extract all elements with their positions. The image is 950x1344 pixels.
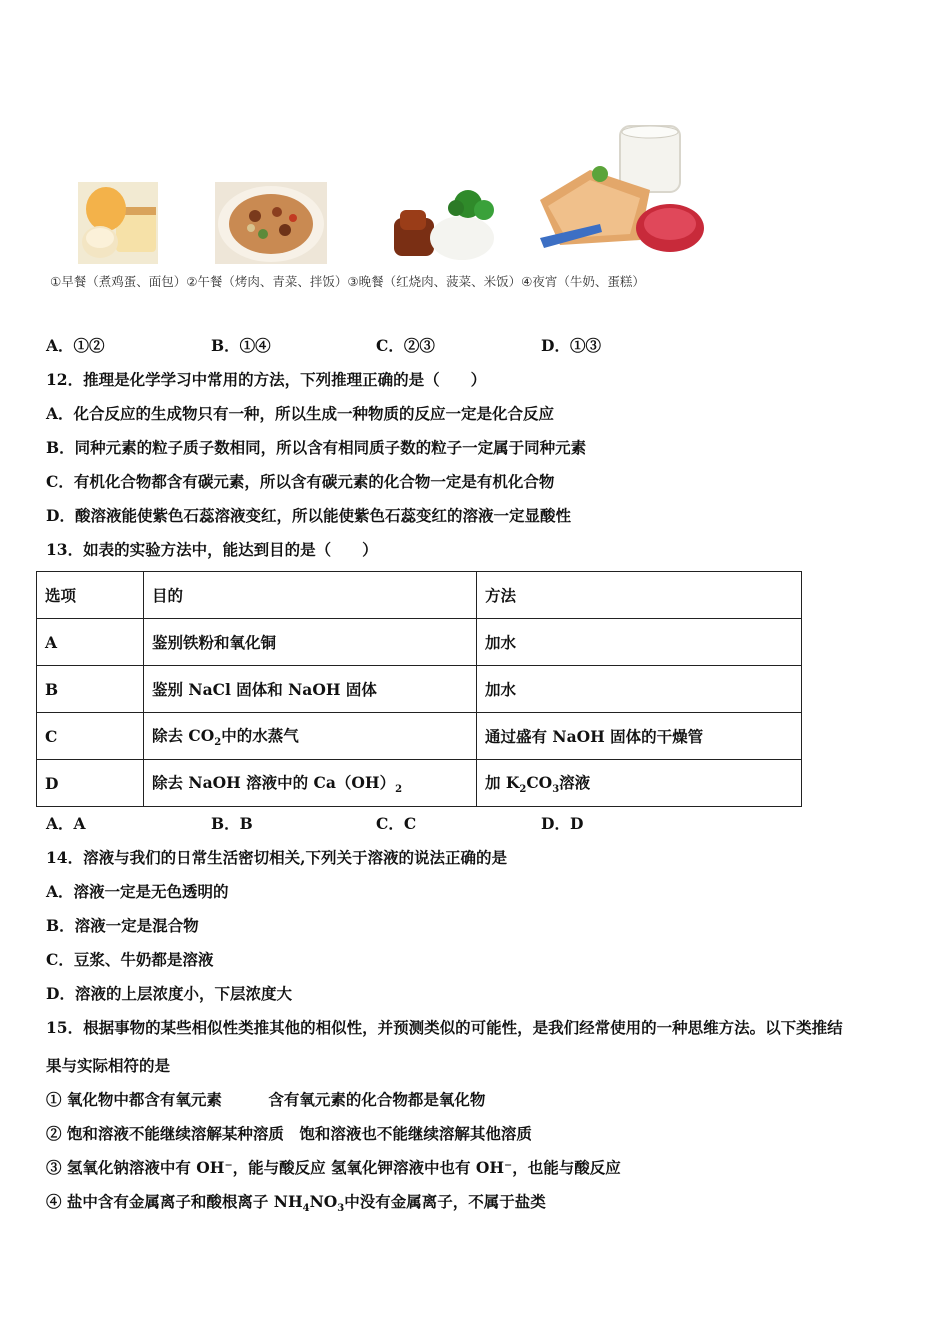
figure-caption: ①早餐（煮鸡蛋、面包）②午餐（烤肉、青菜、拌饭）③晚餐（红烧肉、菠菜、米饭）④夜宵（牛奶、蛋糕）	[50, 274, 645, 289]
option-cell: B	[37, 666, 144, 713]
subscript: 3	[337, 1203, 345, 1215]
method-text: 溶液	[559, 772, 591, 792]
table-header-row	[37, 572, 802, 619]
method-cell: 通过盛有 NaOH 固体的干燥管	[477, 713, 802, 760]
dinner-image	[390, 186, 498, 264]
q12-option-c: C．有机化合物都含有碳元素，所以含有碳元素的化合物一定是有机化合物	[46, 472, 555, 491]
table-row	[37, 713, 802, 760]
goal-text: 除去 CO	[152, 725, 215, 745]
subscript: 3	[552, 784, 560, 796]
q13-option-a: A．A	[46, 814, 86, 833]
header-cell: 方法	[477, 572, 802, 619]
q12-option-a: A．化合反应的生成物只有一种，所以生成一种物质的反应一定是化合反应	[46, 404, 555, 423]
lunch-image	[215, 182, 327, 264]
q14-option-a: A．溶液一定是无色透明的	[46, 882, 229, 901]
q12-stem: 12．推理是化学学习中常用的方法，下列推理正确的是（ ）	[46, 370, 487, 389]
q14-option-b: B．溶液一定是混合物	[46, 916, 199, 935]
method-cell: 加水	[477, 619, 802, 666]
q11-option-d: D．①③	[541, 336, 601, 355]
q13-option-b: B．B	[211, 814, 253, 833]
option-cell: A	[37, 619, 144, 666]
q11-option-c: C．②③	[376, 336, 435, 355]
goal-text: 除去 NaOH 溶液中的 Ca（OH）	[152, 772, 396, 792]
item-text: ④ 盐中含有金属离子和酸根离子 NH	[46, 1192, 303, 1211]
item-text: NO	[309, 1192, 338, 1211]
q15-stem-line2: 果与实际相符的是	[46, 1056, 171, 1075]
q15-item-2: ② 饱和溶液不能继续溶解某种溶质 饱和溶液也不能继续溶解其他溶质	[46, 1124, 532, 1143]
table-row	[37, 619, 802, 666]
q12-option-b: B．同种元素的粒子质子数相同，所以含有相同质子数的粒子一定属于同种元素	[46, 438, 587, 457]
subscript: 2	[214, 737, 222, 749]
table-row	[37, 666, 802, 713]
q15-item-1: ① 氧化物中都含有氧元素 含有氧元素的化合物都是氧化物	[46, 1090, 486, 1109]
goal-cell: 鉴别铁粉和氧化铜	[144, 619, 477, 666]
goal-cell: 鉴别 NaCl 固体和 NaOH 固体	[144, 666, 477, 713]
breakfast-image	[78, 182, 158, 264]
q15-stem-line1: 15．根据事物的某些相似性类推其他的相似性，并预测类似的可能性，是我们经常使用的一种思维方法。以下类推结	[46, 1018, 843, 1037]
q12-option-d: D．酸溶液能使紫色石蕊溶液变红，所以能使紫色石蕊变红的溶液一定显酸性	[46, 506, 571, 525]
q13-option-c: C．C	[376, 814, 417, 833]
q15-item-3: ③ 氢氧化钠溶液中有 OH⁻，能与酸反应 氢氧化钾溶液中也有 OH⁻，也能与酸反应	[46, 1158, 621, 1177]
header-cell: 目的	[144, 572, 477, 619]
q15-item-4	[46, 1190, 546, 1214]
subscript: 2	[395, 784, 403, 796]
q14-option-d: D．溶液的上层浓度小，下层浓度大	[46, 984, 292, 1003]
q13-option-d: D．D	[541, 814, 584, 833]
goal-text: 中的水蒸气	[221, 725, 299, 745]
subscript: 2	[519, 784, 527, 796]
q13-table	[36, 571, 802, 807]
option-cell: C	[37, 713, 144, 760]
option-cell: D	[37, 760, 144, 807]
q11-option-b: B．①④	[211, 336, 271, 355]
subscript: 4	[302, 1203, 310, 1215]
q13-stem: 13．如表的实验方法中，能达到目的是（ ）	[46, 540, 378, 559]
late-snack-image	[530, 120, 710, 272]
goal-cell	[144, 760, 477, 807]
method-cell	[477, 760, 802, 807]
table-row	[37, 760, 802, 807]
method-text: 加 K	[485, 772, 520, 792]
q14-option-c: C．豆浆、牛奶都是溶液	[46, 950, 214, 969]
goal-cell	[144, 713, 477, 760]
method-cell: 加水	[477, 666, 802, 713]
q14-stem: 14．溶液与我们的日常生活密切相关,下列关于溶液的说法正确的是	[46, 848, 507, 867]
header-cell: 选项	[37, 572, 144, 619]
item-text: 中没有金属离子，不属于盐类	[344, 1192, 546, 1211]
method-text: CO	[526, 772, 553, 792]
q11-option-a: A．①②	[46, 336, 105, 355]
